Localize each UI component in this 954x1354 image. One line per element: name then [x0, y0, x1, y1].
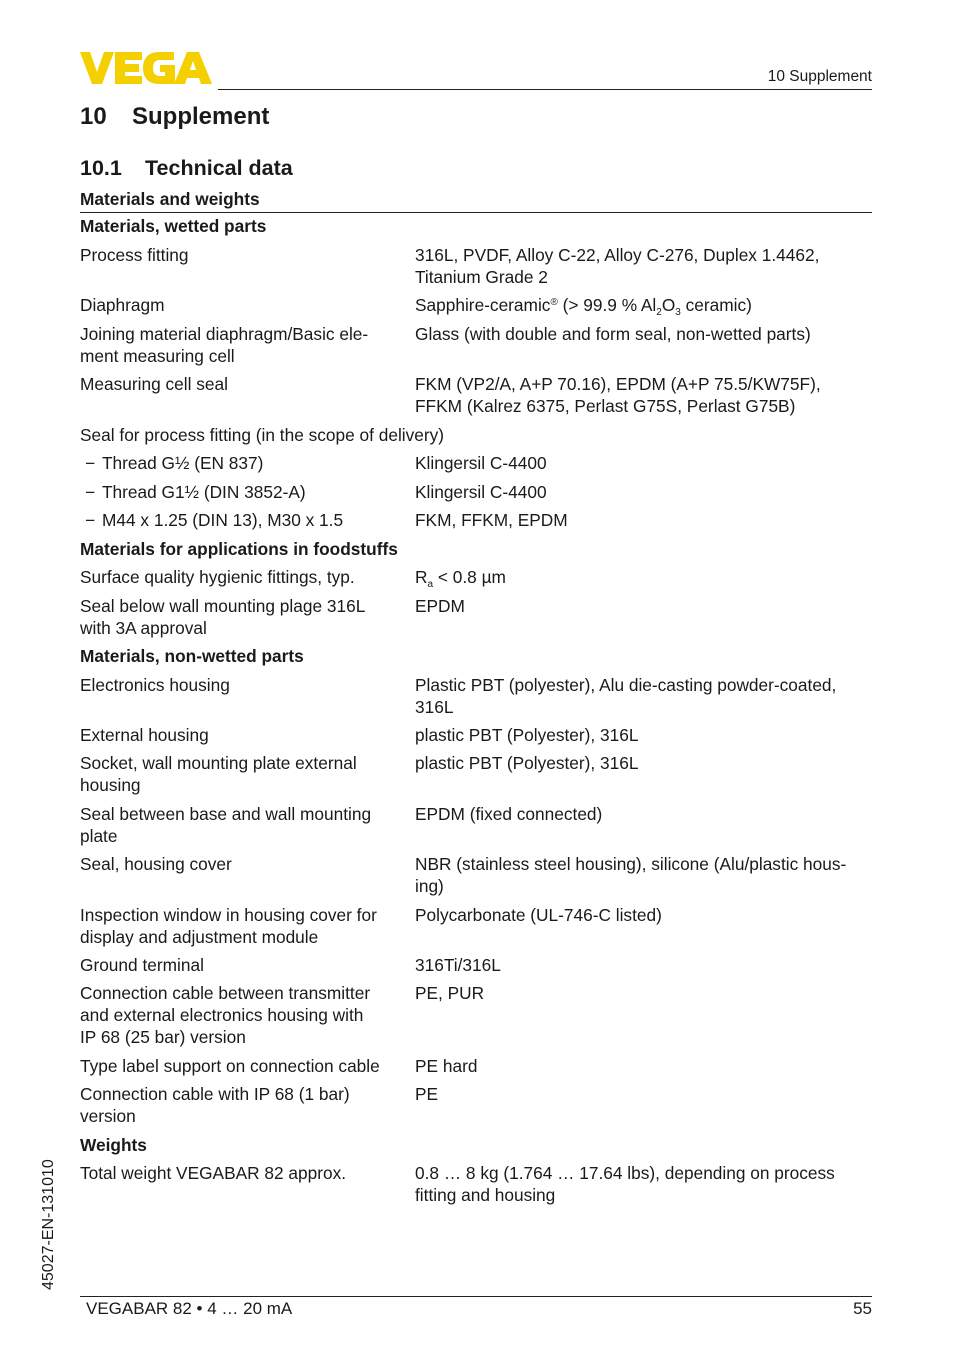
footer-rule [80, 1296, 872, 1297]
chapter-heading: 10 Supplement [80, 103, 270, 130]
page-number: 55 [853, 1299, 872, 1318]
section-heading: 10.1 Technical data [80, 156, 293, 180]
header-section-label: 10 Supplement [767, 68, 872, 85]
vega-logo [80, 52, 212, 84]
document-code: 45027-EN-131010 [40, 1159, 57, 1290]
subsection-rule [80, 212, 872, 213]
footer-product: VEGABAR 82 • 4 … 20 mA [86, 1299, 293, 1318]
header-rule [218, 89, 872, 90]
